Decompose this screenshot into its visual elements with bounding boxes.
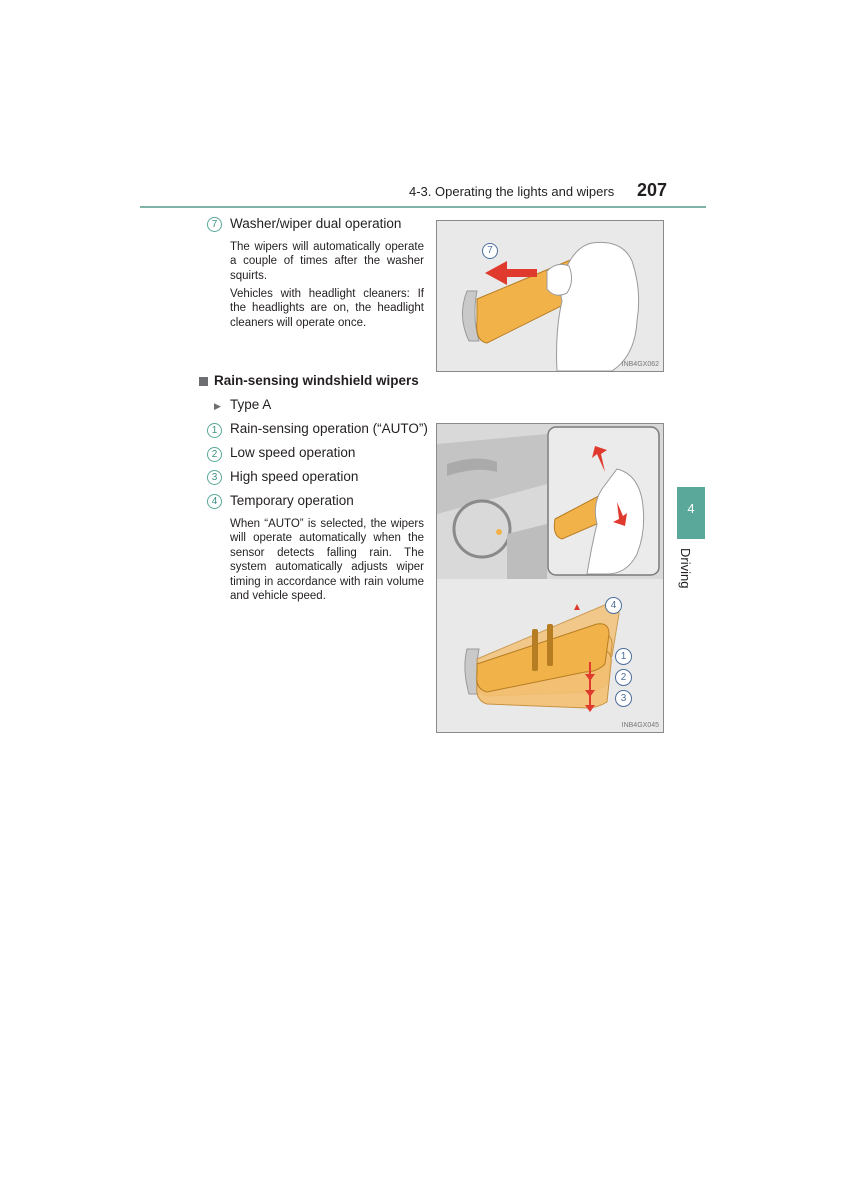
- item-label-1: Rain-sensing operation (“AUTO”): [230, 421, 428, 436]
- section-bullet: [199, 377, 208, 386]
- item-label-3: High speed operation: [230, 469, 359, 484]
- type-triangle-icon: ▶: [214, 401, 221, 411]
- rain-heading: Rain-sensing windshield wipers: [214, 373, 419, 388]
- auto-paragraph: When “AUTO” is selected, the wipers will operate automatically when the sensor detects falling rain. The system automatically adjusts wiper timing in accordance with rain volume and vehicle speed.: [230, 518, 424, 603]
- washer-paragraph-1: The wipers will automatically operate a couple of times after the washer squirts.: [230, 241, 424, 282]
- item-label-2: Low speed operation: [230, 445, 356, 460]
- item-number-2: 2: [207, 447, 222, 462]
- washer-figure: [436, 220, 664, 372]
- rain-illustration: [437, 424, 663, 732]
- item-number-3: 3: [207, 470, 222, 485]
- chapter-tab: [677, 487, 705, 539]
- item-number-1: 1: [207, 423, 222, 438]
- section-title: 4-3. Operating the lights and wipers: [409, 184, 615, 199]
- washer-paragraph-2: Vehicles with headlight cleaners: If the headlights are on, the headlight cleaners will operate once.: [230, 288, 424, 329]
- item-number-4: 4: [207, 494, 222, 509]
- washer-illustration: [437, 221, 663, 371]
- washer-title: Washer/wiper dual operation: [230, 216, 402, 231]
- type-label: Type A: [230, 397, 272, 412]
- figure-callout-7: 7: [482, 243, 498, 259]
- figure-callout-1: 1: [615, 648, 632, 665]
- item-number-7: 7: [207, 217, 222, 232]
- item-label-4: Temporary operation: [230, 493, 354, 508]
- rain-figure: [436, 423, 664, 733]
- chapter-label: Driving: [678, 548, 693, 589]
- figure-callout-4: 4: [605, 597, 622, 614]
- page-number: 207: [637, 180, 668, 200]
- figure-code: INB4GX062: [621, 361, 659, 368]
- chapter-number: 4: [687, 501, 695, 516]
- figure-callout-3: 3: [615, 690, 632, 707]
- figure-callout-2: 2: [615, 669, 632, 686]
- header-rule: [140, 206, 706, 208]
- figure-code: INB4GX045: [621, 722, 659, 729]
